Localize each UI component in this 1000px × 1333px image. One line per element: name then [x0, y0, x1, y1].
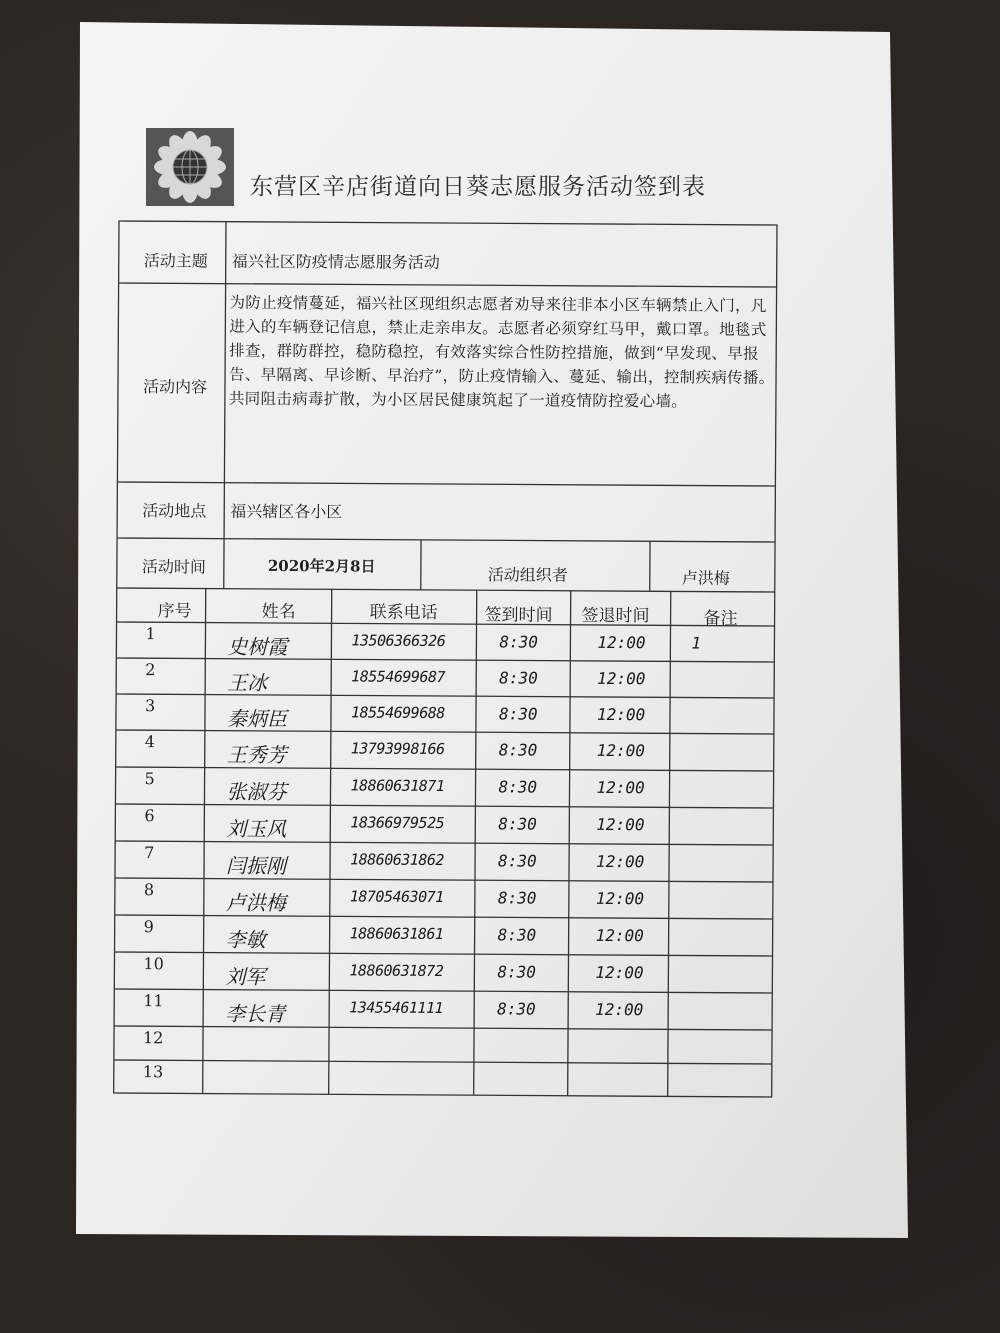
- form-title: 东营区辛店街道向日葵志愿服务活动签到表: [250, 174, 706, 200]
- row-phone: 18860631871: [350, 776, 445, 796]
- row-name: 卢洪梅: [225, 890, 286, 916]
- row-in: 8:30: [499, 668, 538, 688]
- row-name: 王秀芳: [226, 742, 287, 768]
- organizer-value: 卢洪梅: [681, 568, 730, 588]
- row-in: 8:30: [499, 632, 539, 652]
- theme-label: 活动主题: [143, 251, 208, 271]
- header-checkout: 签退时间: [581, 605, 650, 627]
- row-out: 12:00: [597, 668, 646, 689]
- row-phone: 18860631861: [349, 924, 444, 944]
- location-label: 活动地点: [142, 501, 207, 521]
- row-in: 8:30: [497, 925, 537, 945]
- row-name: 史树霞: [227, 634, 288, 660]
- row-name: 刘玉风: [226, 816, 287, 842]
- row-out: 12:00: [597, 632, 646, 653]
- sunflower-logo: [146, 128, 234, 206]
- row-name: 李敏: [225, 927, 266, 952]
- row-name: 闫振刚: [225, 853, 287, 879]
- theme-value: 福兴社区防疫情志愿服务活动: [231, 251, 440, 272]
- row-name: 刘军: [225, 964, 266, 989]
- row-in: 8:30: [498, 851, 537, 871]
- row-no: 13: [142, 1062, 164, 1082]
- row-in: 8:30: [498, 740, 538, 760]
- row-phone: 18366979525: [350, 813, 445, 833]
- row-out: 12:00: [595, 962, 644, 983]
- row-out: 12:00: [596, 851, 645, 872]
- row-no: 10: [143, 954, 164, 974]
- row-out: 12:00: [595, 925, 644, 946]
- header-phone: 联系电话: [369, 602, 438, 623]
- row-in: 8:30: [498, 777, 538, 797]
- row-no: 4: [144, 732, 156, 752]
- row-out: 12:00: [595, 999, 644, 1020]
- sunflower-icon: [146, 128, 234, 206]
- row-phone: 18554699688: [350, 703, 445, 723]
- row-in: 8:30: [497, 962, 537, 982]
- row-name: 张淑芬: [226, 779, 287, 805]
- row-phone: 18705463071: [349, 887, 444, 907]
- header-checkin: 签到时间: [484, 605, 553, 626]
- row-out: 12:00: [596, 704, 646, 725]
- organizer-label: 活动组织者: [487, 565, 568, 585]
- row-name: 李长青: [225, 1001, 286, 1027]
- row-no: 6: [144, 806, 155, 826]
- row-no: 7: [144, 843, 155, 863]
- row-name: 秦炳臣: [226, 706, 288, 732]
- row-out: 12:00: [596, 777, 645, 798]
- row-name: 王冰: [227, 670, 268, 695]
- content-value: 为防止疫情蔓延，福兴社区现组织志愿者劝导来往非本小区车辆禁止入门，凡进入的车辆登记信息，禁止走亲串友。志愿者必须穿红马甲，戴口罩。地毯式排查，群防群控，稳防稳控，有效落实综合性防控措施，做到“早发现、早报告、早隔离、早诊断、早治疗”，防止疫情输入、蔓延、输出，控制疾病传播。共同阻击病毒扩散，为小区居民健康筑起了一道疫情防控爱心墙。: [228, 293, 775, 411]
- date-value: 2020年2月8日: [267, 556, 376, 576]
- row-in: 8:30: [497, 888, 537, 908]
- row-in: 8:30: [497, 999, 536, 1019]
- time-label: 活动时间: [141, 557, 206, 577]
- header-name: 姓名: [261, 601, 296, 623]
- header-no: 序号: [157, 601, 192, 622]
- row-no: 8: [143, 880, 155, 900]
- row-note: 1: [691, 633, 702, 653]
- row-phone: 13455461111: [349, 998, 444, 1018]
- row-out: 12:00: [596, 814, 645, 835]
- row-phone: 18554699687: [351, 667, 446, 687]
- row-phone: 13793998166: [350, 739, 445, 759]
- row-phone: 18860631862: [350, 850, 444, 870]
- row-no: 1: [145, 624, 156, 644]
- row-no: 5: [144, 769, 155, 789]
- signin-form: [113, 220, 778, 1099]
- row-no: 9: [143, 917, 154, 937]
- location-value: 福兴辖区各小区: [230, 501, 343, 522]
- row-out: 12:00: [596, 740, 645, 761]
- content-label: 活动内容: [142, 377, 208, 397]
- row-no: 3: [144, 696, 156, 716]
- row-phone: 13506366326: [351, 631, 446, 651]
- row-no: 11: [143, 991, 164, 1011]
- row-phone: 18860631872: [349, 961, 444, 981]
- row-out: 12:00: [595, 888, 645, 909]
- header-note: 备注: [703, 608, 738, 629]
- row-no: 2: [145, 660, 156, 680]
- row-in: 8:30: [498, 704, 538, 724]
- row-no: 12: [142, 1028, 164, 1048]
- row-in: 8:30: [498, 814, 537, 834]
